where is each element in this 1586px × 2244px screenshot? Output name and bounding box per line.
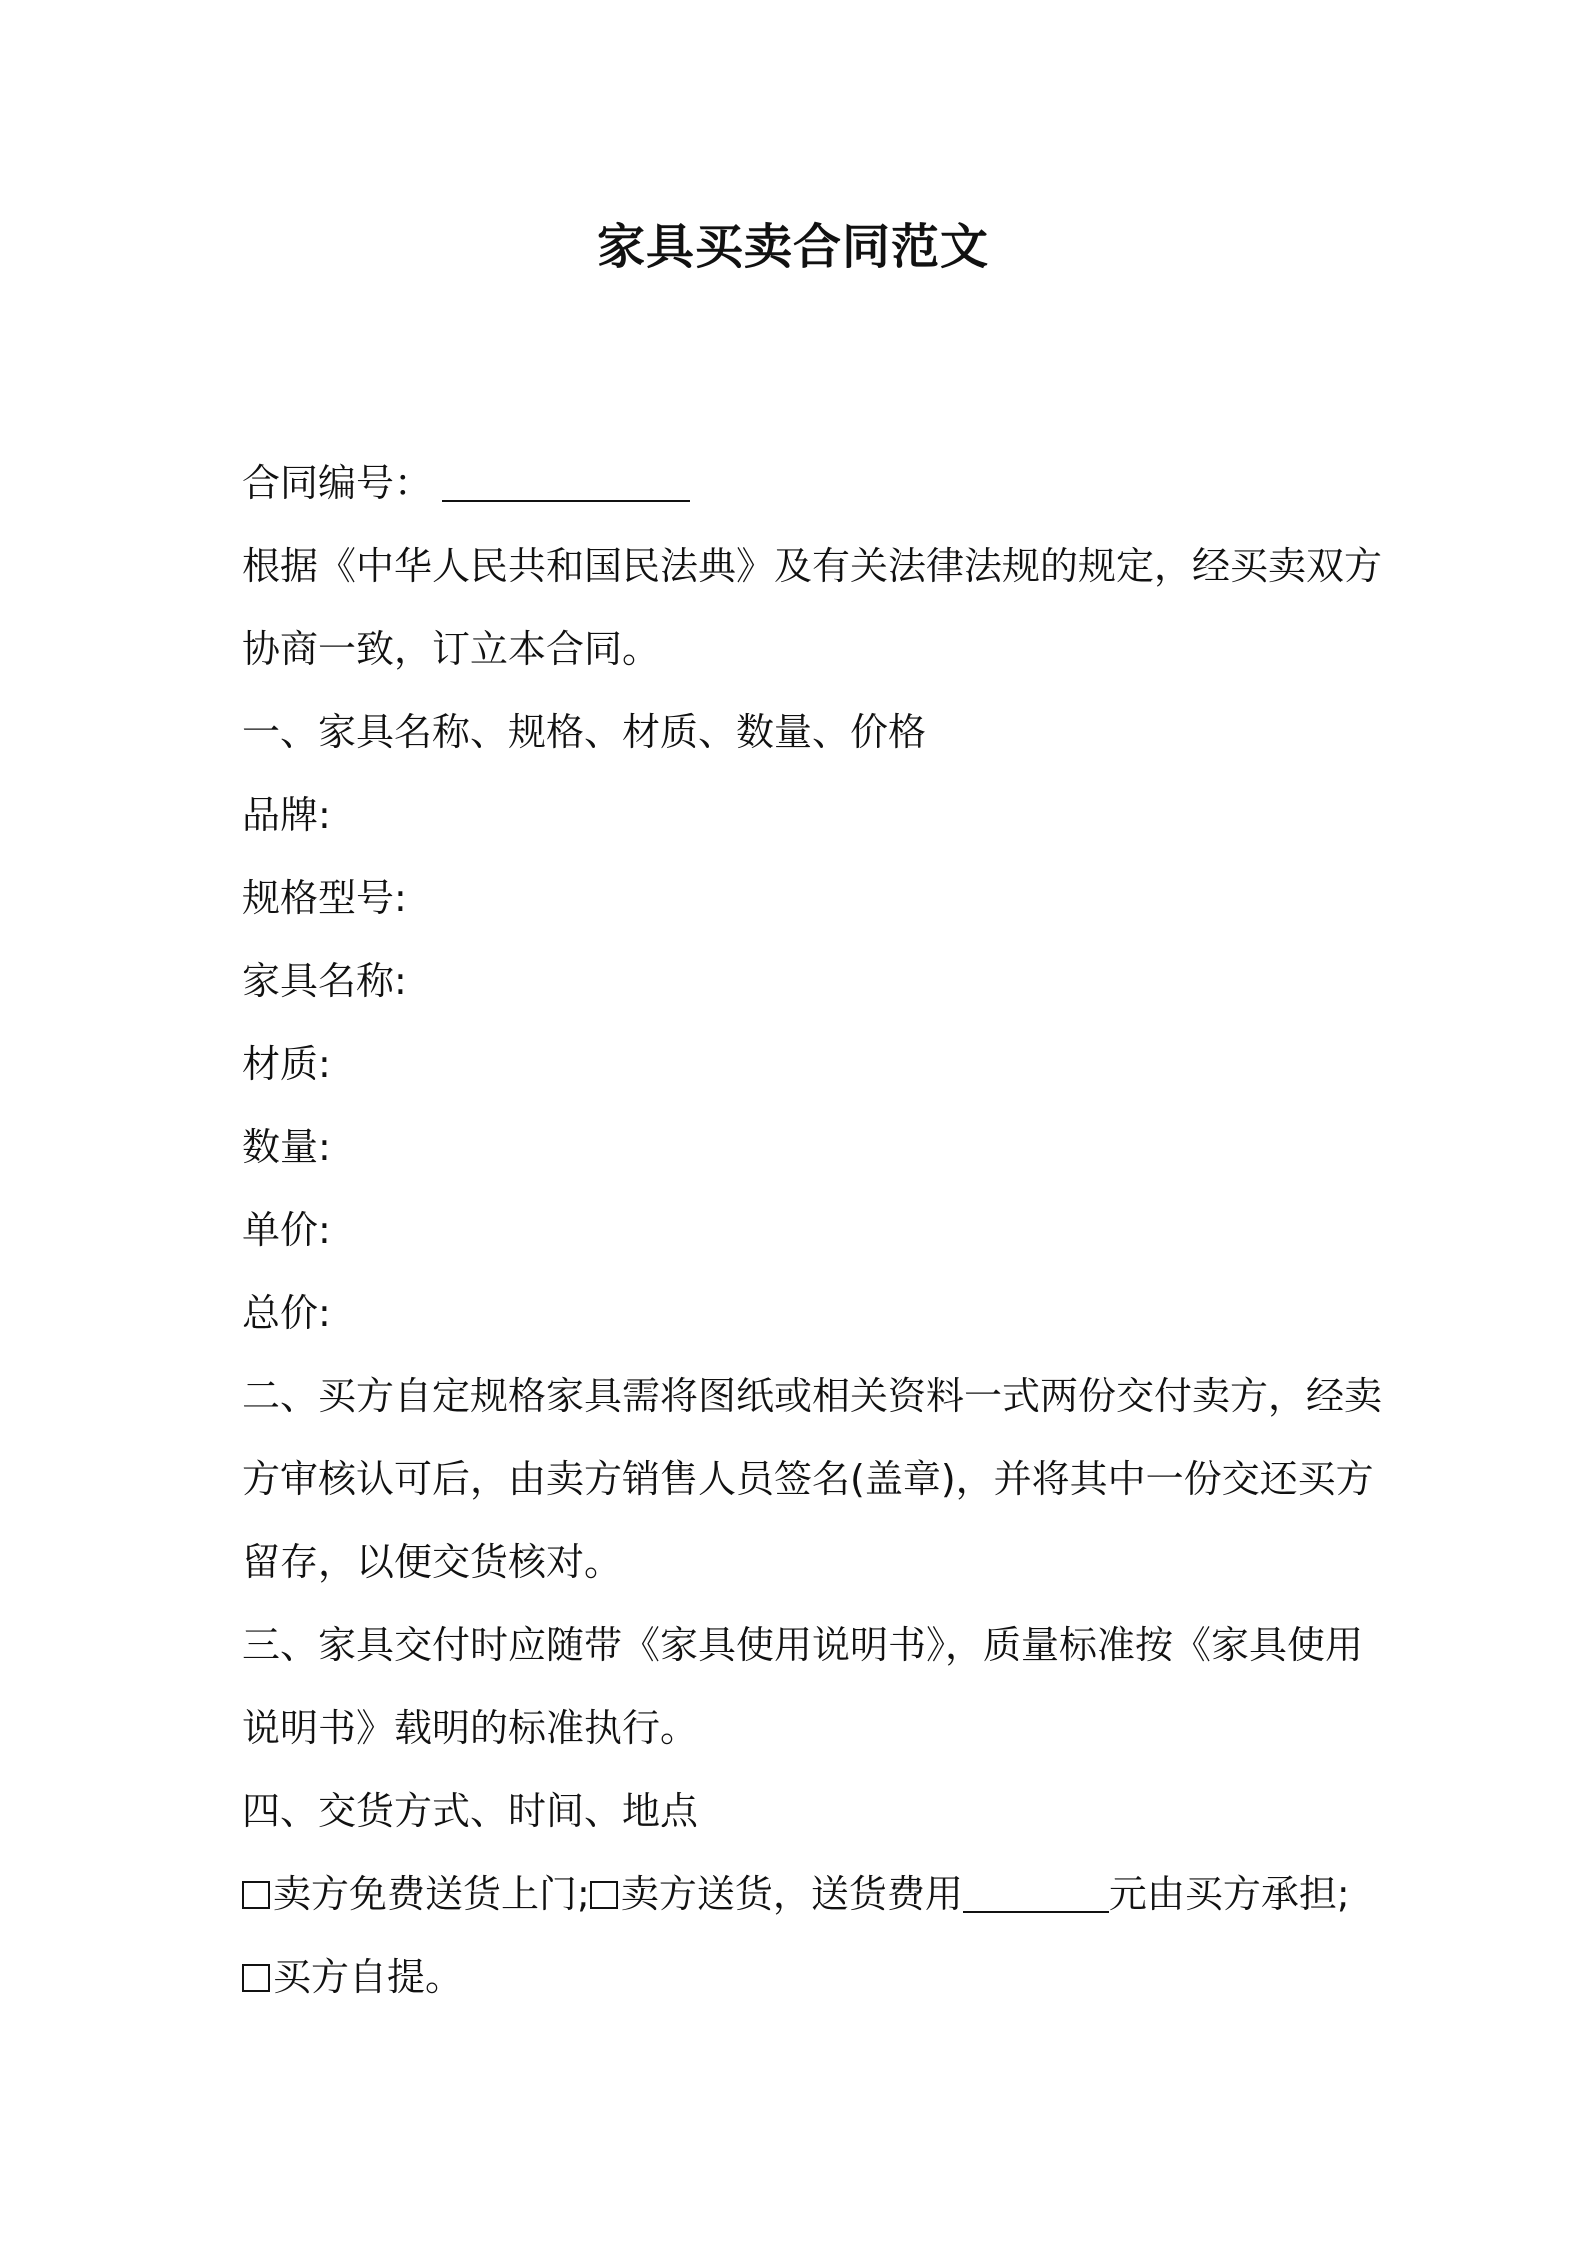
option-paid-delivery-suffix: 元由买方承担; [1108, 1872, 1350, 1916]
option-free-delivery-label: 卖方免费送货上门; [273, 1872, 590, 1916]
contract-number-line [242, 442, 1357, 525]
document-body [242, 442, 1383, 2019]
field-material: 材质: [242, 1042, 331, 1086]
section-2-line-1: 二、买方自定规格家具需将图纸或相关资料一式两份交付卖方，经卖 [242, 1374, 1383, 1418]
intro-line-1: 根据《中华人民共和国民法典》及有关法律法规的规定，经买卖双方 [242, 544, 1383, 588]
option-self-pickup-label: 买方自提。 [273, 1955, 464, 1999]
field-brand: 品牌: [242, 793, 331, 837]
document-title: 家具买卖合同范文 [596, 219, 989, 275]
section-1-heading: 一、家具名称、规格、材质、数量、价格 [242, 710, 927, 754]
field-furniture-name: 家具名称: [242, 959, 407, 1003]
section-4-heading: 四、交货方式、时间、地点 [242, 1789, 699, 1833]
contract-number-blank[interactable] [442, 464, 690, 502]
section-2-line-3: 留存，以便交货核对。 [242, 1540, 623, 1584]
checkbox-free-delivery[interactable] [242, 1881, 270, 1909]
field-total-price: 总价: [242, 1291, 331, 1335]
option-paid-delivery-label: 卖方送货，送货费用 [620, 1872, 963, 1916]
field-unit-price: 单价: [242, 1208, 331, 1252]
checkbox-paid-delivery[interactable] [590, 1881, 618, 1909]
section-3-line-1: 三、家具交付时应随带《家具使用说明书》，质量标准按《家具使用 [242, 1623, 1364, 1667]
field-quantity: 数量: [242, 1125, 331, 1169]
self-pickup-line [242, 1936, 1357, 2019]
delivery-options-line [242, 1853, 1357, 1936]
intro-line-2: 协商一致，订立本合同。 [242, 627, 661, 671]
checkbox-self-pickup[interactable] [242, 1964, 270, 1992]
contract-number-label: 合同编号： [242, 461, 433, 505]
delivery-fee-blank[interactable] [963, 1875, 1109, 1913]
section-2-line-2: 方审核认可后，由卖方销售人员签名(盖章)，并将其中一份交还买方 [242, 1457, 1374, 1501]
field-model: 规格型号: [242, 876, 407, 920]
section-3-line-2: 说明书》载明的标准执行。 [242, 1706, 699, 1750]
